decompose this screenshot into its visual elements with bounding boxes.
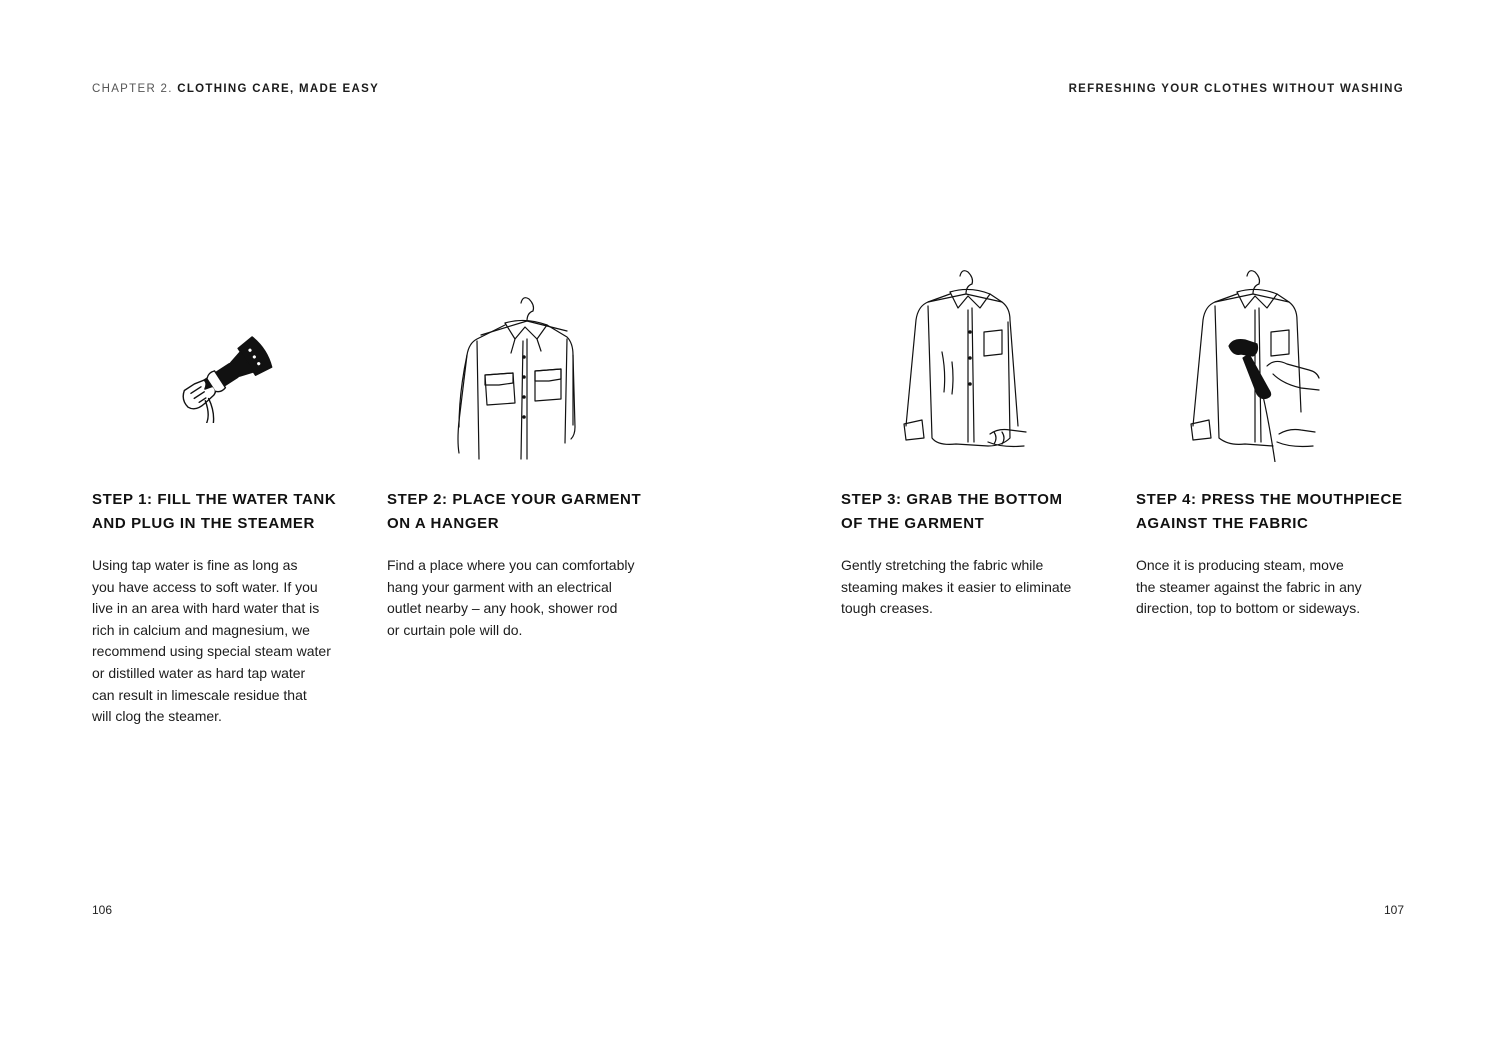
hand-held-steamer-icon bbox=[165, 328, 285, 423]
step-2-title: STEP 2: PLACE YOUR GARMENT ON A HANGER bbox=[387, 491, 642, 532]
step-2-body: Find a place where you can comfortably hang your garment with an electrical outlet nearby – any hook, shower rod or curtain pole will do. bbox=[387, 557, 635, 638]
page-number-left: 106 bbox=[92, 903, 113, 917]
shirt-on-hanger-icon bbox=[455, 293, 577, 461]
step-1-title: STEP 1: FILL THE WATER TANK AND PLUG IN THE STEAMER bbox=[92, 491, 337, 532]
section-title: REFRESHING YOUR CLOTHES WITHOUT WASHING bbox=[1068, 83, 1404, 95]
hand-holding-shirt-icon bbox=[898, 262, 1028, 454]
running-head-left bbox=[92, 83, 379, 95]
page-number-right: 107 bbox=[1383, 903, 1404, 917]
step-1-body: Using tap water is fine as long as you have access to soft water. If you live in an area with hard water that is rich in calcium and magnesium, we recommend using special steam water or distilled water as hard tap water can result in limescale residue that will clog the steamer. bbox=[92, 557, 331, 725]
step-4-body: Once it is producing steam, move the steamer against the fabric in any direction, top to bottom or sideways. bbox=[1136, 557, 1362, 617]
step-2 bbox=[387, 488, 662, 641]
step-4 bbox=[1136, 488, 1411, 620]
step-3-body: Gently stretching the fabric while steaming makes it easier to eliminate tough creases. bbox=[841, 557, 1072, 617]
chapter-title: CLOTHING CARE, MADE EASY bbox=[177, 83, 380, 95]
step-3 bbox=[841, 488, 1116, 620]
step-4-title: STEP 4: PRESS THE MOUTHPIECE AGAINST THE FABRIC bbox=[1136, 491, 1403, 532]
step-3-title: STEP 3: GRAB THE BOTTOM OF THE GARMENT bbox=[841, 491, 1063, 532]
steaming-shirt-icon bbox=[1185, 262, 1325, 462]
chapter-number: CHAPTER 2. bbox=[92, 83, 173, 95]
step-1 bbox=[92, 488, 367, 728]
